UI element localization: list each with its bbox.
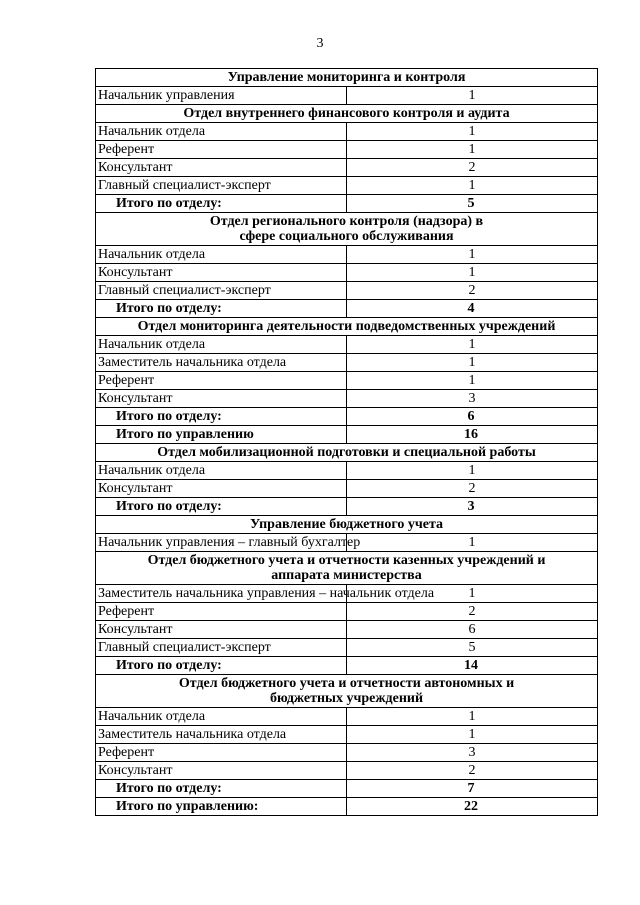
position-count: 3 [347, 390, 598, 408]
position-row [96, 726, 598, 744]
section-title [96, 444, 598, 462]
position-row [96, 708, 598, 726]
section-title-text: Управление мониторинга и контроля [227, 70, 466, 85]
section-title-text: Отдел бюджетного учета и отчетности автономных и бюджетных учреждений [178, 676, 515, 706]
position-row [96, 264, 598, 282]
position-name: Начальник отдела [96, 708, 347, 726]
position-count: 1 [347, 336, 598, 354]
position-row [96, 639, 598, 657]
position-row [96, 462, 598, 480]
position-count: 2 [347, 159, 598, 177]
position-row [96, 141, 598, 159]
total-label: Итого по отделу: [96, 780, 347, 798]
position-name: Начальник отдела [96, 336, 347, 354]
section-title-text: Отдел мобилизационной подготовки и специальной работы [157, 445, 536, 460]
position-count: 1 [347, 141, 598, 159]
position-row [96, 585, 598, 603]
position-count: 1 [347, 534, 598, 552]
total-count: 7 [347, 780, 598, 798]
position-row [96, 159, 598, 177]
position-count: 2 [347, 282, 598, 300]
section-title-text: Отдел внутреннего финансового контроля и аудита [183, 106, 510, 121]
position-row [96, 354, 598, 372]
position-count: 6 [347, 621, 598, 639]
position-name: Консультант [96, 390, 347, 408]
position-count: 1 [347, 372, 598, 390]
position-name: Главный специалист-эксперт [96, 639, 347, 657]
position-name: Референт [96, 603, 347, 621]
section-title-text: Отдел бюджетного учета и отчетности казенных учреждений и аппарата министерства [147, 553, 546, 583]
position-row [96, 603, 598, 621]
position-name: Начальник отдела [96, 462, 347, 480]
position-name: Начальник отдела [96, 123, 347, 141]
position-row [96, 534, 598, 552]
position-count: 2 [347, 762, 598, 780]
total-label: Итого по управлению [96, 426, 347, 444]
total-row [96, 300, 598, 318]
position-row [96, 282, 598, 300]
section-title [96, 69, 598, 87]
total-label: Итого по отделу: [96, 498, 347, 516]
position-count: 1 [347, 354, 598, 372]
position-name: Консультант [96, 621, 347, 639]
staffing-table [95, 68, 598, 816]
position-name: Референт [96, 141, 347, 159]
total-label: Итого по управлению: [96, 798, 347, 816]
section-header-row [96, 318, 598, 336]
position-row [96, 390, 598, 408]
total-count: 22 [347, 798, 598, 816]
total-label: Итого по отделу: [96, 300, 347, 318]
position-name: Главный специалист-эксперт [96, 177, 347, 195]
section-header-row [96, 105, 598, 123]
section-header-row [96, 516, 598, 534]
section-title [96, 516, 598, 534]
total-row [96, 498, 598, 516]
position-name: Заместитель начальника управления – начальник отдела [96, 585, 347, 603]
position-count: 5 [347, 639, 598, 657]
position-row [96, 621, 598, 639]
total-count: 3 [347, 498, 598, 516]
position-count: 1 [347, 123, 598, 141]
total-row [96, 657, 598, 675]
total-count: 14 [347, 657, 598, 675]
section-header-row [96, 552, 598, 585]
position-name: Консультант [96, 762, 347, 780]
position-count: 1 [347, 246, 598, 264]
position-count: 2 [347, 480, 598, 498]
section-header-row [96, 444, 598, 462]
total-count: 5 [347, 195, 598, 213]
position-count: 3 [347, 744, 598, 762]
position-name: Референт [96, 372, 347, 390]
position-name: Начальник управления [96, 87, 347, 105]
position-name: Начальник управления – главный бухгалтер [96, 534, 347, 552]
staffing-table-body [96, 69, 598, 816]
position-count: 1 [347, 585, 598, 603]
position-row [96, 246, 598, 264]
position-name: Консультант [96, 264, 347, 282]
total-row [96, 426, 598, 444]
page-number: 3 [316, 36, 324, 51]
position-count: 1 [347, 87, 598, 105]
position-row [96, 336, 598, 354]
total-label: Итого по отделу: [96, 195, 347, 213]
position-row [96, 762, 598, 780]
total-row [96, 798, 598, 816]
section-header-row [96, 213, 598, 246]
section-header-row [96, 69, 598, 87]
position-count: 1 [347, 708, 598, 726]
position-name: Главный специалист-эксперт [96, 282, 347, 300]
position-count: 1 [347, 177, 598, 195]
section-title [96, 318, 598, 336]
total-row [96, 780, 598, 798]
total-row [96, 408, 598, 426]
position-count: 2 [347, 603, 598, 621]
position-count: 1 [347, 462, 598, 480]
total-label: Итого по отделу: [96, 408, 347, 426]
position-row [96, 87, 598, 105]
position-row [96, 177, 598, 195]
section-title [96, 213, 598, 246]
position-row [96, 744, 598, 762]
position-count: 1 [347, 264, 598, 282]
position-row [96, 123, 598, 141]
section-title-text: Отдел мониторинга деятельности подведомственных учреждений [137, 319, 556, 334]
section-title [96, 675, 598, 708]
position-name: Консультант [96, 480, 347, 498]
section-title [96, 552, 598, 585]
position-row [96, 372, 598, 390]
position-name: Заместитель начальника отдела [96, 354, 347, 372]
position-count: 1 [347, 726, 598, 744]
total-count: 4 [347, 300, 598, 318]
position-name: Начальник отдела [96, 246, 347, 264]
position-name: Консультант [96, 159, 347, 177]
total-label: Итого по отделу: [96, 657, 347, 675]
section-title [96, 105, 598, 123]
total-row [96, 195, 598, 213]
position-name: Заместитель начальника отдела [96, 726, 347, 744]
section-title-text: Отдел регионального контроля (надзора) в сфере социального обслуживания [209, 214, 484, 244]
position-row [96, 480, 598, 498]
position-name: Референт [96, 744, 347, 762]
section-title-text: Управление бюджетного учета [249, 517, 444, 532]
section-header-row [96, 675, 598, 708]
total-count: 6 [347, 408, 598, 426]
total-count: 16 [347, 426, 598, 444]
